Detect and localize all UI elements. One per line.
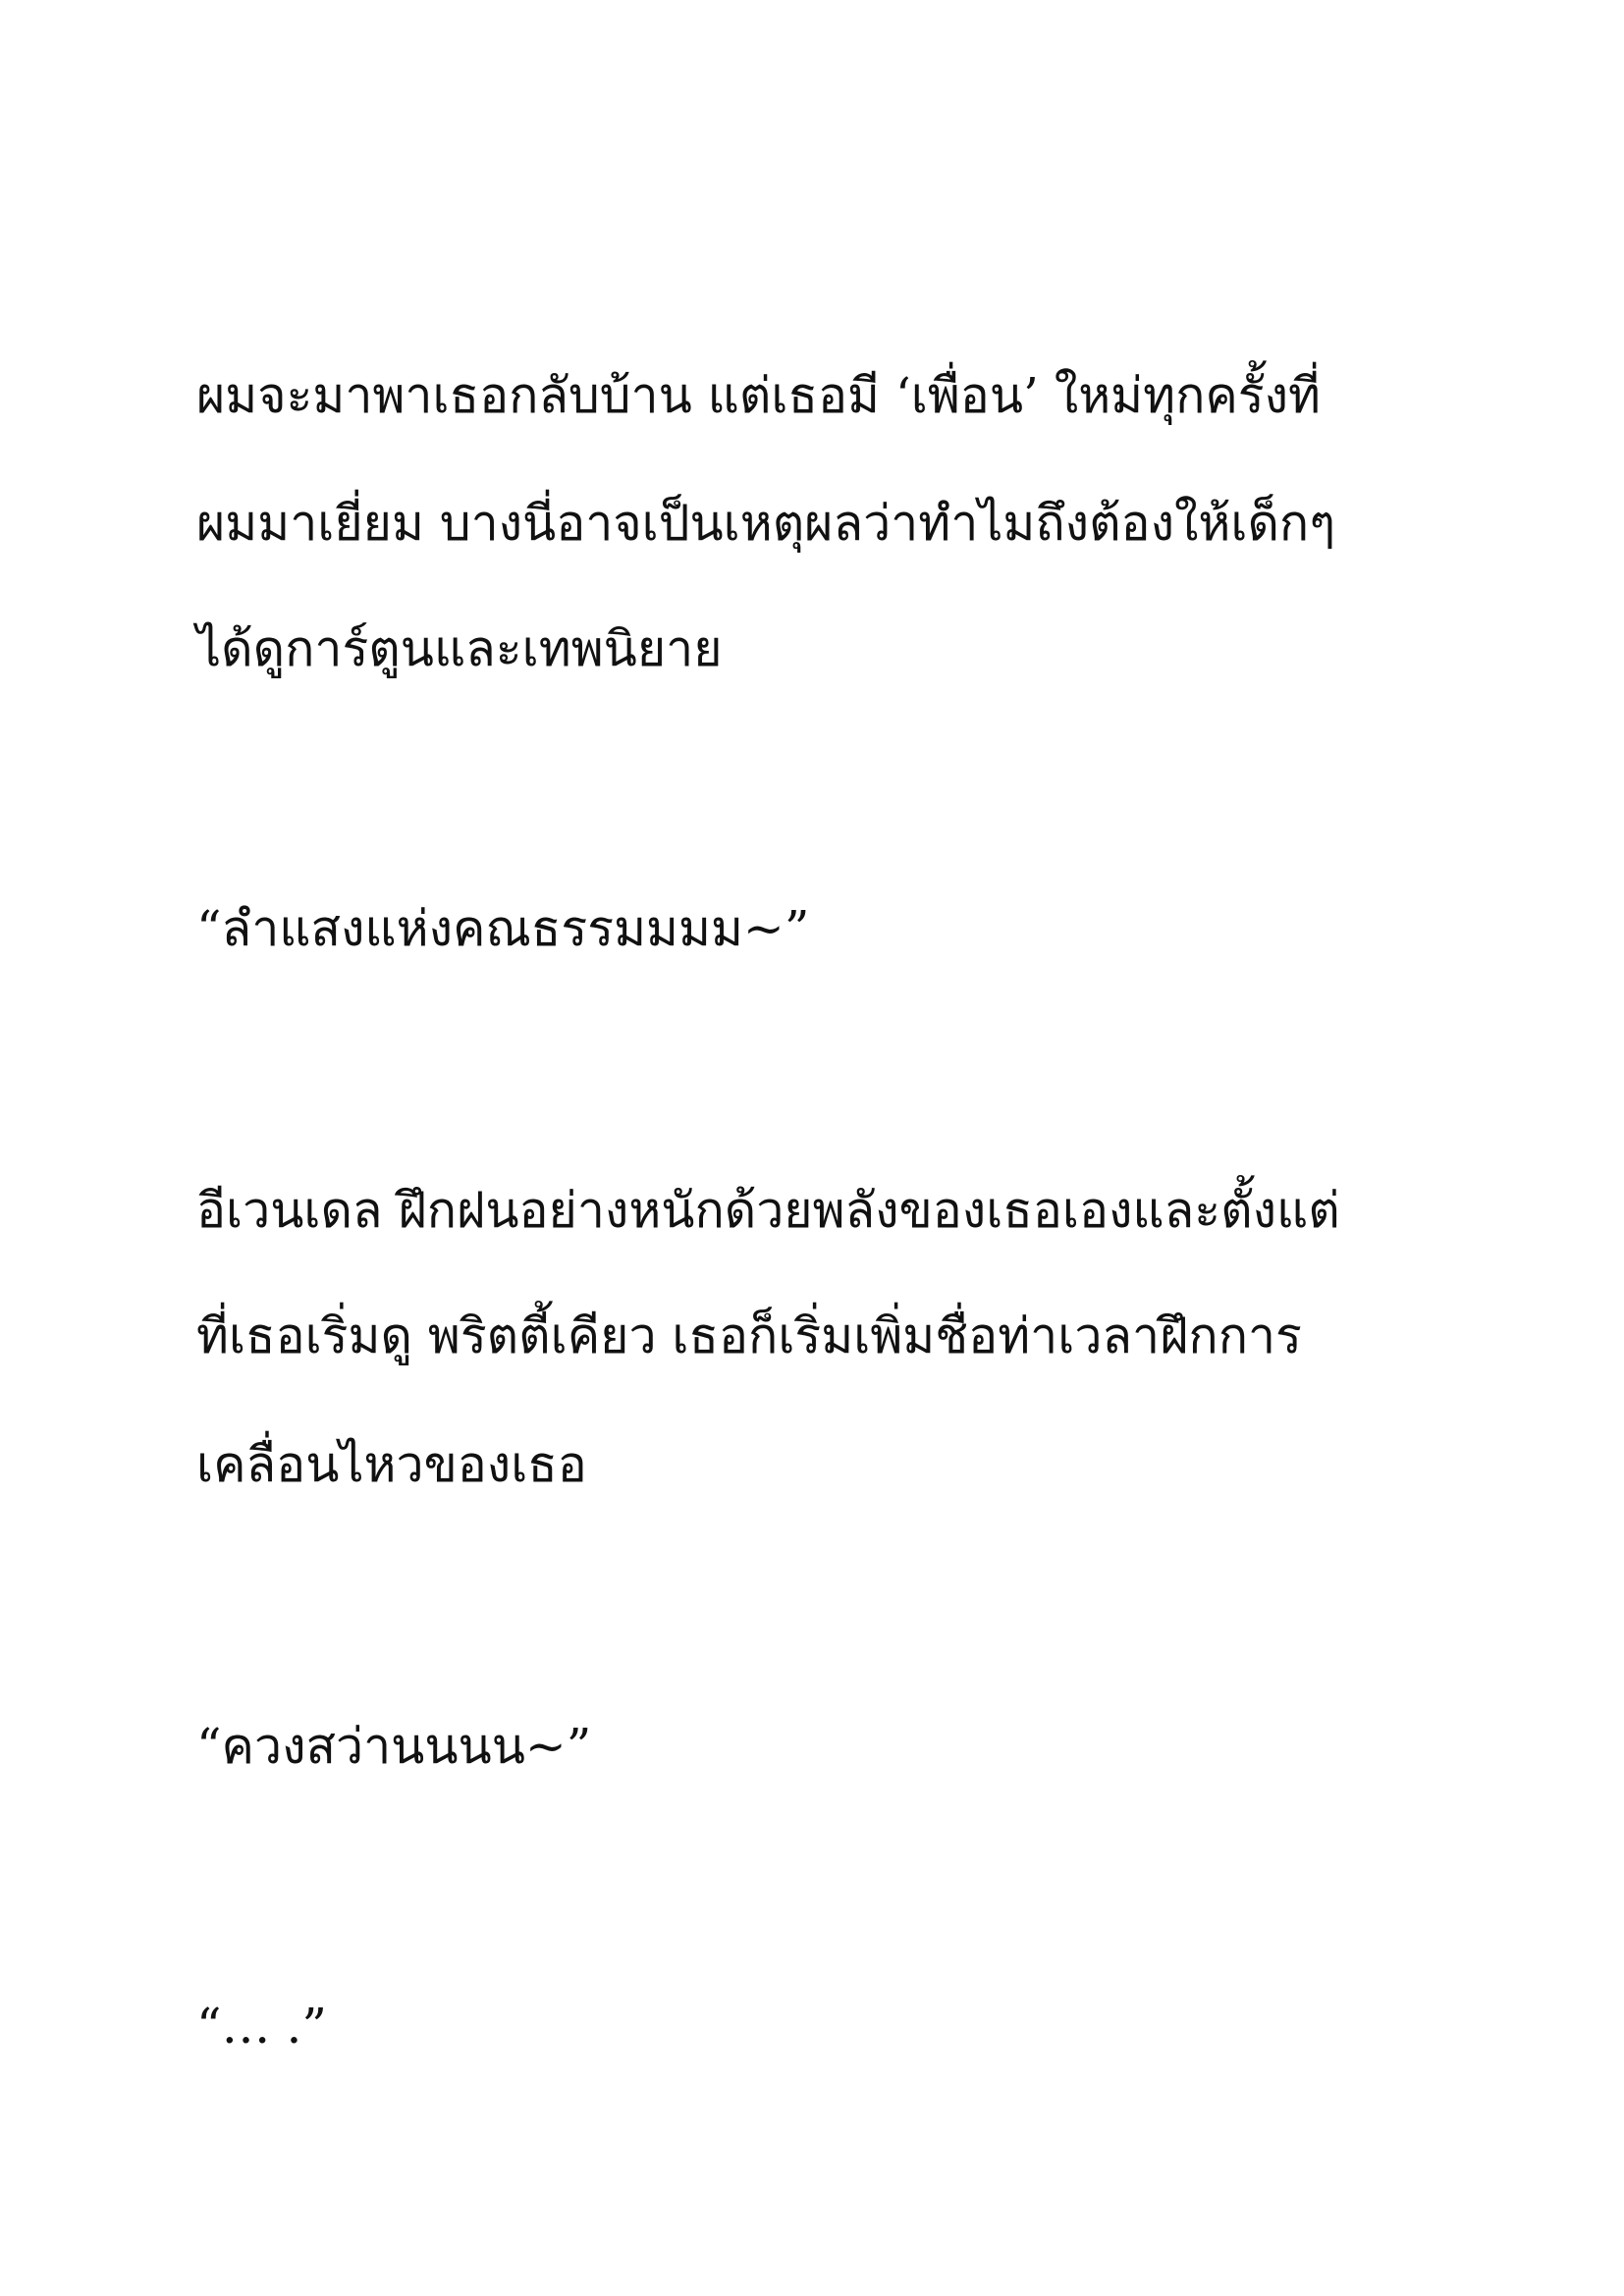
paragraph-1-line-1: ผมจะมาพาเธอกลับบ้าน แต่เธอมี ‘เพื่อน’ ใหม่ทุกครั้งที่	[196, 367, 1322, 424]
dialogue-line-3: “… .”	[196, 1998, 327, 2055]
paragraph-3-line-1: อีเวนเดล ฝึกฝนอย่างหนักด้วยพลังของเธอเองและตั้งแต่	[196, 1182, 1340, 1239]
paragraph-3-line-3: เคลื่อนไหวของเธอ	[196, 1436, 587, 1493]
paragraph-3-line-2: ที่เธอเริ่มดู พริตตี้เคียว เธอก็เริ่มเพิ่มชื่อท่าเวลาฝึกการ	[196, 1308, 1302, 1364]
dialogue-line-2: “ควงสว่านนนน~”	[196, 1718, 592, 1775]
paragraph-1-line-3: ได้ดูการ์ตูนและเทพนิยาย	[196, 620, 723, 677]
dialogue-line-1: “ลำแสงแห่งคณธรรมมมม~”	[196, 900, 810, 957]
paragraph-1-line-2: ผมมาเยี่ยม บางนี่อาจเป็นเหตุผลว่าทำไมถึงต้องให้เด็กๆ	[196, 495, 1336, 552]
